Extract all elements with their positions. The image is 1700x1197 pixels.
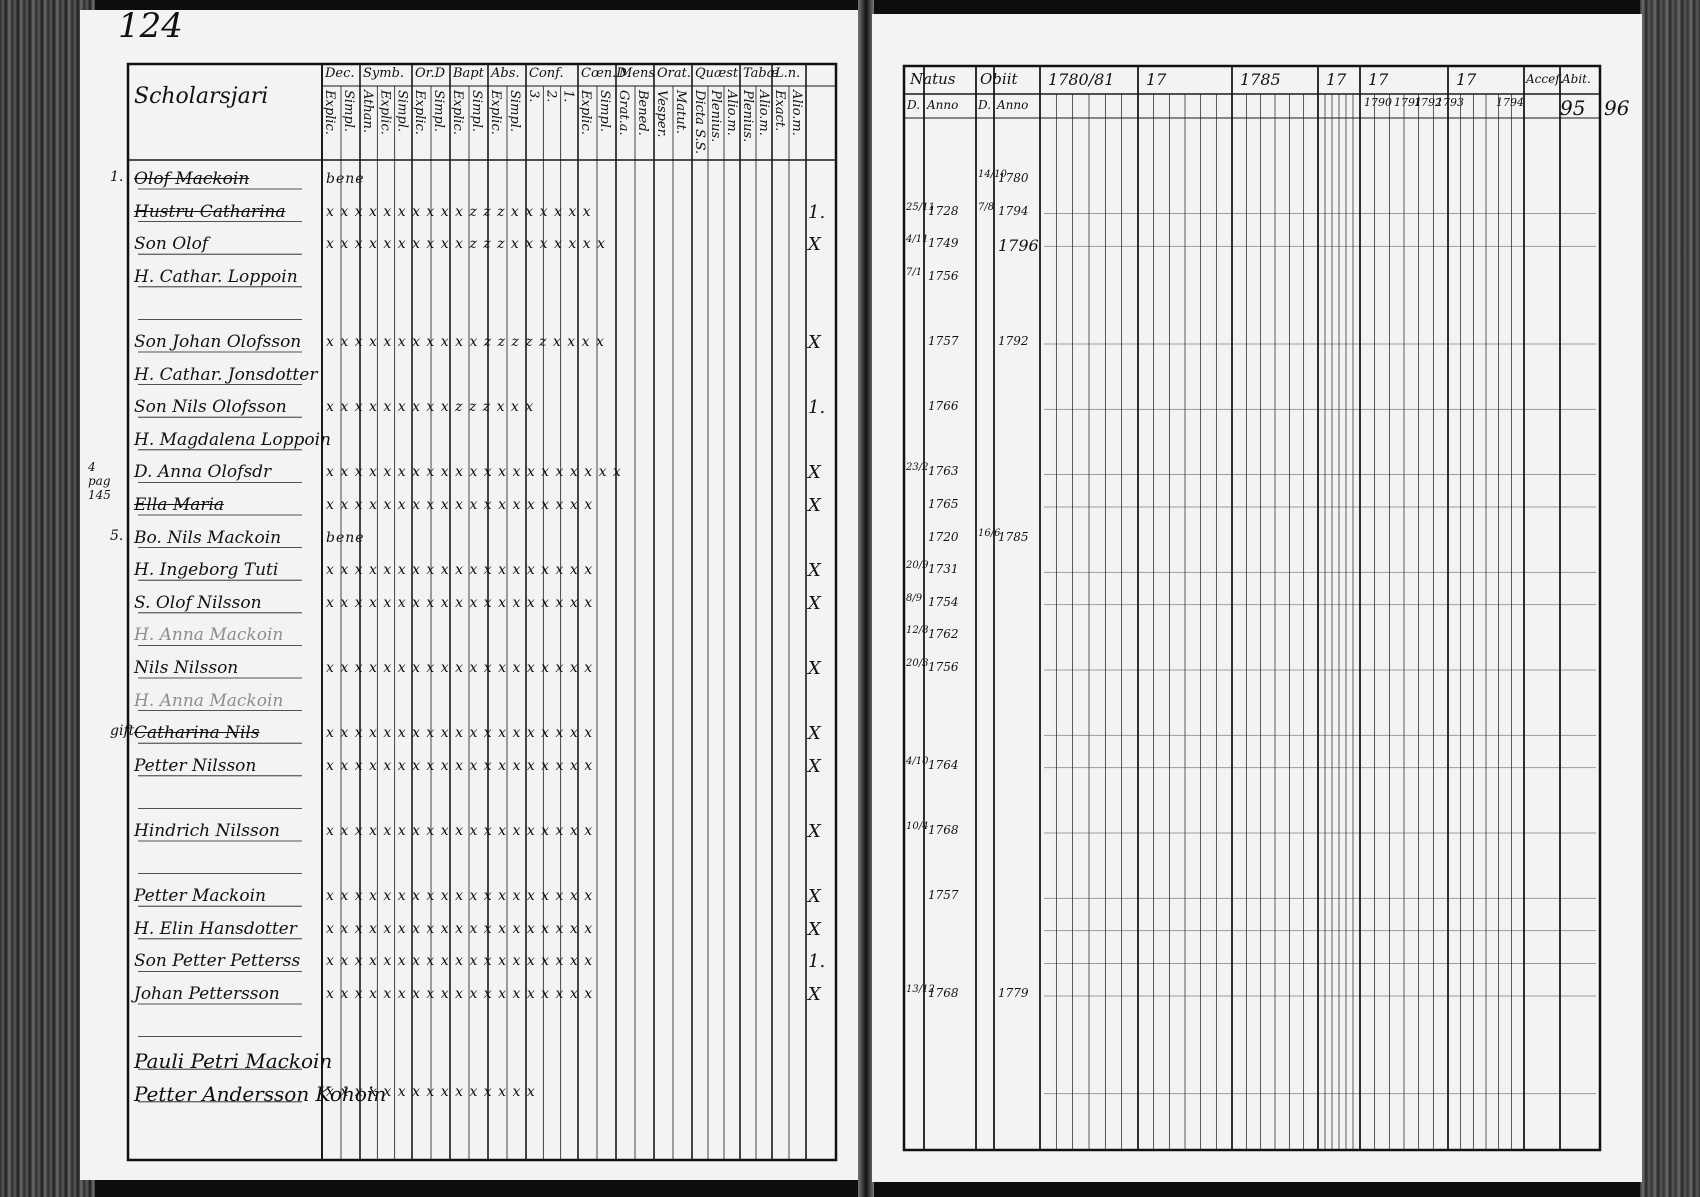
- birth-year: 1768: [928, 986, 959, 1000]
- row-marker: 5.: [110, 527, 124, 544]
- column-group-header: Abs.: [491, 66, 520, 81]
- person-name: S. Olof Nilsson: [134, 592, 262, 613]
- page-number: 124: [118, 6, 183, 46]
- reading-mark: X: [808, 332, 821, 353]
- natus-year-header: Anno: [927, 98, 959, 112]
- reading-mark: X: [808, 560, 821, 582]
- year-row-label: 95: [1560, 96, 1586, 120]
- column-sub-header: 2.: [543, 90, 559, 103]
- column-sub-header: Explic.: [377, 90, 393, 135]
- person-name: H. Magdalena Loppoin: [134, 429, 331, 450]
- birth-year: 1756: [928, 268, 959, 283]
- birth-day: 4/11: [906, 234, 929, 246]
- natus-header: Natus: [910, 70, 956, 88]
- column-sub-header: Athan.: [360, 90, 375, 134]
- knowledge-marks: x x x x x x x x x x x x x x x x x x x: [326, 757, 594, 774]
- person-name: H. Cathar. Jonsdotter: [134, 364, 318, 385]
- year-header: 17: [1456, 70, 1477, 89]
- reading-mark: X: [808, 918, 821, 940]
- left-page-title: Scholarsjari: [134, 84, 269, 109]
- column-group-header: Symb.: [363, 66, 405, 81]
- birth-day: 4/10: [906, 755, 929, 767]
- person-name: Petter Andersson Kohoin: [134, 1081, 387, 1106]
- birth-year: 1762: [928, 627, 959, 642]
- birth-year: 1757: [928, 334, 959, 348]
- birth-year: 1763: [928, 464, 959, 479]
- knowledge-marks: x x x x x x x x x x x x x x x x x x x: [326, 660, 594, 676]
- column-sub-header: 3.: [526, 90, 541, 103]
- column-sub-header: Matut.: [673, 90, 688, 135]
- knowledge-marks: x x x x x x x x x x x x x x x x x x x: [326, 823, 594, 839]
- column-group-header: Dec.: [325, 66, 355, 81]
- person-name: Petter Mackoin: [134, 886, 266, 907]
- death-year: 1794: [998, 203, 1029, 218]
- reading-mark: X: [808, 462, 821, 484]
- column-sub-header: Explic.: [578, 90, 593, 135]
- knowledge-marks: x x x x x x x x x x z z z x x x x x x x: [326, 236, 606, 253]
- row-marker: gift: [110, 723, 135, 740]
- person-name: Son Nils Olofsson: [134, 397, 287, 418]
- birth-year: 1764: [928, 757, 959, 772]
- year-header: 1780/81: [1048, 70, 1115, 89]
- column-sub-header: Plenius.: [708, 90, 723, 143]
- person-name: D. Anna Olofsdr: [134, 462, 272, 483]
- birth-year: 1754: [928, 594, 959, 609]
- column-sub-header: Alio.m.: [789, 90, 804, 136]
- column-sub-header: Explic.: [322, 90, 337, 135]
- year-row-label: 1792: [1414, 96, 1442, 109]
- birth-day: 12/8: [906, 625, 929, 637]
- column-group-header: Conf.: [529, 66, 564, 81]
- person-name: H. Ingeborg Tuti: [134, 560, 279, 581]
- death-day: 14/10: [978, 169, 1007, 180]
- column-sub-header: Simpl.: [597, 90, 612, 133]
- reading-mark: X: [808, 234, 821, 256]
- knowledge-marks: x x x x x x x x x x x x x x x x x x x: [326, 562, 594, 579]
- column-sub-header: Simpl.: [394, 90, 410, 133]
- year-row-label: 1793: [1436, 96, 1464, 109]
- reading-mark: X: [808, 495, 821, 516]
- natus-day-header: D.: [907, 98, 921, 112]
- birth-year: 1720: [928, 529, 959, 544]
- birth-year: 1756: [928, 660, 959, 674]
- year-header: 17: [1146, 70, 1167, 89]
- knowledge-marks: x x x x x x x x x x x x x x x x x x x: [326, 497, 594, 513]
- column-sub-header: Alio.m.: [756, 90, 771, 136]
- year-header: 17: [1326, 70, 1347, 89]
- knowledge-marks: x x x x x x x x x x x x x x x x x x x: [326, 920, 594, 937]
- death-year: 1796: [998, 236, 1039, 256]
- birth-year: 1731: [928, 562, 959, 577]
- birth-day: 13/12: [906, 984, 935, 995]
- person-name: H. Anna Mackoin: [134, 690, 284, 711]
- column-sub-header: Explic.: [412, 90, 427, 135]
- person-name: Petter Nilsson: [134, 755, 257, 776]
- column-sub-header: Alio.m.: [724, 90, 739, 136]
- knowledge-marks: x x x x x x x x x x x x x x x x x x x: [326, 888, 594, 905]
- person-name: Nils Nilsson: [134, 658, 239, 678]
- knowledge-marks: x x x x x x x x x x x x x x x x x x x: [326, 594, 594, 611]
- birth-day: 20/9: [906, 560, 929, 572]
- person-name: Son Johan Olofsson: [134, 332, 302, 352]
- knowledge-marks: x x x x x x x x x x x x x x x x x x x x x: [326, 464, 622, 481]
- person-name: Son Olof: [134, 234, 209, 255]
- year-row-label: 1794: [1496, 96, 1524, 109]
- column-group-header: Tabæ: [743, 66, 779, 81]
- person-name: Hindrich Nilsson: [134, 821, 280, 841]
- birth-year: 1766: [928, 399, 959, 414]
- column-group-header: Quæst.: [695, 66, 743, 81]
- death-year: 1792: [998, 334, 1029, 348]
- column-sub-header: Explic.: [450, 90, 465, 135]
- column-sub-header: Vesper.: [654, 90, 669, 138]
- birth-year: 1728: [928, 203, 959, 218]
- knowledge-marks: bene: [326, 529, 365, 546]
- column-sub-header: Explic.: [488, 90, 503, 135]
- column-group-header: Bapt: [453, 66, 484, 81]
- knowledge-marks: x x x x x x x x x x x x x x x: [326, 1083, 536, 1100]
- year-row-label: 1791: [1394, 96, 1422, 109]
- obiit-header: Obiit: [980, 70, 1018, 88]
- column-sub-header: Exact.: [772, 90, 787, 132]
- column-sub-header: Simpl.: [341, 90, 356, 133]
- column-sub-header: Bened.: [635, 90, 650, 136]
- column-sub-header: Plenius.: [740, 90, 755, 143]
- knowledge-marks: x x x x x x x x x x z z z x x x x x x: [326, 203, 592, 220]
- birth-year: 1765: [928, 497, 959, 511]
- birth-day: 23/2: [906, 462, 929, 474]
- person-name: H. Cathar. Loppoin: [134, 266, 298, 287]
- reading-mark: X: [808, 592, 821, 614]
- knowledge-marks: x x x x x x x x x z z z x x x: [326, 399, 535, 416]
- person-name: Bo. Nils Mackoin: [134, 527, 282, 548]
- reading-mark: X: [808, 886, 821, 908]
- person-name: H. Elin Hansdotter: [134, 918, 297, 939]
- person-name: H. Anna Mackoin: [134, 625, 284, 646]
- death-year: 1779: [998, 986, 1029, 1000]
- birth-year: 1757: [928, 888, 959, 903]
- column-group-header: Or.D: [415, 66, 445, 81]
- birth-day: 25/11: [906, 201, 935, 213]
- column-sub-header: Grat.a.: [616, 90, 631, 136]
- reading-mark: X: [808, 821, 821, 842]
- birth-day: 10/4: [906, 821, 929, 832]
- knowledge-marks: x x x x x x x x x x x x x x x x x x x: [326, 725, 594, 742]
- birth-day: 7/1: [906, 266, 923, 278]
- reading-mark: 1.: [808, 397, 826, 419]
- margin-note: 4 pag 145: [88, 460, 111, 502]
- death-day: 16/6: [978, 527, 1001, 539]
- person-name: Son Petter Petterss: [134, 951, 301, 972]
- person-name: Hustru Catharina: [134, 201, 286, 222]
- year-row-label: 96: [1604, 96, 1630, 120]
- column-group-header: L.n.: [775, 66, 801, 81]
- death-year: 1780: [998, 171, 1029, 185]
- birth-day: 20/3: [906, 658, 929, 669]
- knowledge-marks: x x x x x x x x x x x z z z z z x x x x: [326, 334, 605, 350]
- obiit-day-header: D.: [978, 98, 992, 112]
- birth-year: 1749: [928, 236, 959, 251]
- person-name: Pauli Petri Mackoin: [134, 1049, 333, 1074]
- death-day: 7/8: [978, 201, 995, 213]
- row-marker: 1.: [110, 169, 124, 185]
- accessit-header: Acceſ.: [1526, 72, 1564, 86]
- column-group-header: Cœn.D: [581, 66, 627, 81]
- year-header: 1785: [1240, 70, 1281, 89]
- column-sub-header: Simpl.: [507, 90, 522, 133]
- abiit-header: Abit.: [1562, 72, 1591, 86]
- person-name: Catharina Nils: [134, 723, 260, 744]
- obiit-year-header: Anno: [997, 98, 1029, 112]
- column-group-header: Orat.: [657, 66, 691, 81]
- column-sub-header: Dicta S.S.: [692, 90, 707, 155]
- reading-mark: X: [808, 658, 821, 679]
- person-name: Johan Pettersson: [134, 984, 280, 1004]
- column-sub-header: 1.: [560, 90, 576, 103]
- reading-mark: X: [808, 755, 821, 777]
- column-sub-header: Simpl.: [431, 90, 446, 133]
- knowledge-marks: x x x x x x x x x x x x x x x x x x x: [326, 986, 594, 1002]
- knowledge-marks: bene: [326, 171, 365, 187]
- death-year: 1785: [998, 529, 1029, 544]
- reading-mark: X: [808, 984, 821, 1005]
- birth-year: 1768: [928, 823, 959, 837]
- reading-mark: 1.: [808, 201, 826, 223]
- person-name: Ella Maria: [134, 495, 225, 515]
- column-group-header: Mens: [619, 66, 656, 81]
- reading-mark: X: [808, 723, 821, 745]
- birth-day: 8/9: [906, 592, 923, 604]
- person-name: Olof Mackoin: [134, 169, 250, 189]
- knowledge-marks: x x x x x x x x x x x x x x x x x x x: [326, 953, 594, 970]
- column-sub-header: Simpl.: [469, 90, 484, 133]
- reading-mark: 1.: [808, 951, 826, 973]
- year-row-label: 1790: [1364, 96, 1392, 109]
- year-header: 17: [1368, 70, 1389, 89]
